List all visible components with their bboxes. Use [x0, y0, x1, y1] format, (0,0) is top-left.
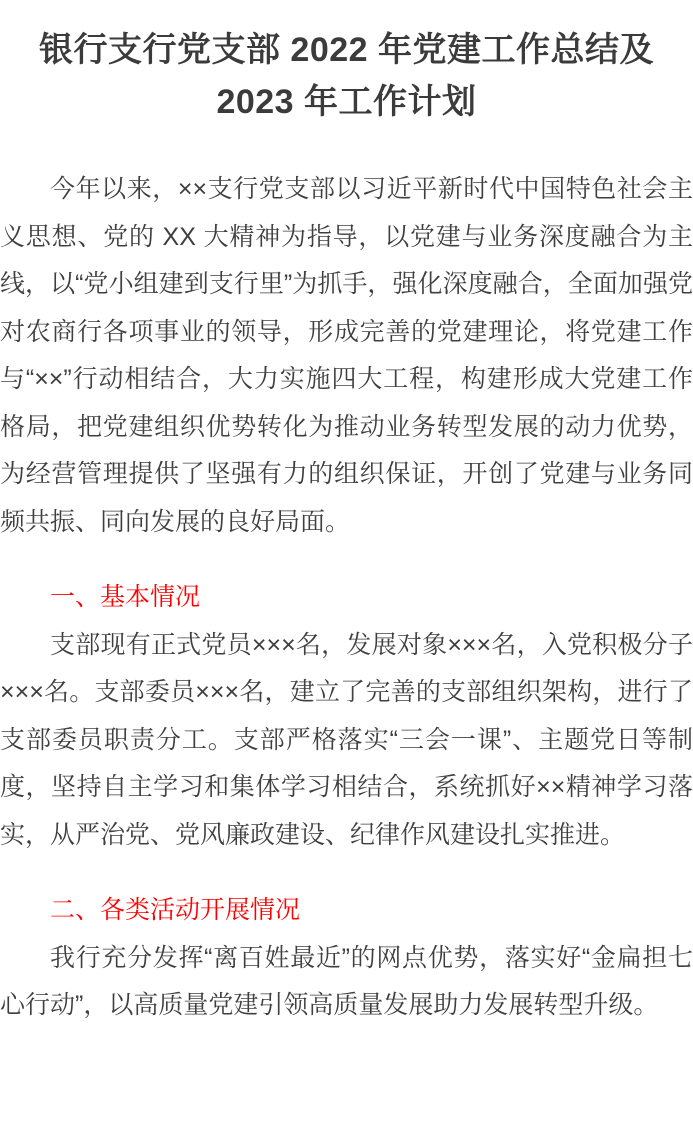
paragraph-activities: 我行充分发挥“离百姓最近”的网点优势，落实好“金扁担七心行动”，以高质量党建引领高质量发展助力发展转型升级。: [0, 943, 693, 1019]
document-title: [0, 24, 693, 128]
title-line-1: 银行支行党支部 2022 年党建工作总结及: [38, 31, 655, 69]
section-heading-activities: 二、各类活动开展情况: [50, 896, 301, 924]
section-heading-basic-situation: 一、基本情况: [50, 583, 201, 611]
title-line-2: 2023 年工作计划: [216, 83, 477, 121]
paragraph-introduction: 今年以来，××支行党支部以习近平新时代中国特色社会主义思想、党的 XX 大精神为指导，以党建与业务深度融合为主线，以“党小组建到支行里”为抓手，强化深度融合，全面加强党对农商行各项事业的领导，形成完善的党建理论，将党建工作与“××”行动相结合，大力实施四大工程，构建形成大党建工作格局，把党建组织优势转化为推动业务转型发展的动力优势，为经营管理提供了坚强有力的组织保证，开创了党建与业务同频共振、同向发展的良好局面。: [0, 175, 693, 536]
paragraph-basic-situation: 支部现有正式党员×××名，发展对象×××名，入党积极分子×××名。支部委员×××名，建立了完善的支部组织架构，进行了支部委员职责分工。支部严格落实“三会一课”、主题党日等制度，坚持自主学习和集体学习相结合，系统抓好××精神学习落实，从严治党、党风廉政建设、纪律作风建设扎实推进。: [0, 630, 693, 849]
document-page: [0, 24, 693, 1030]
